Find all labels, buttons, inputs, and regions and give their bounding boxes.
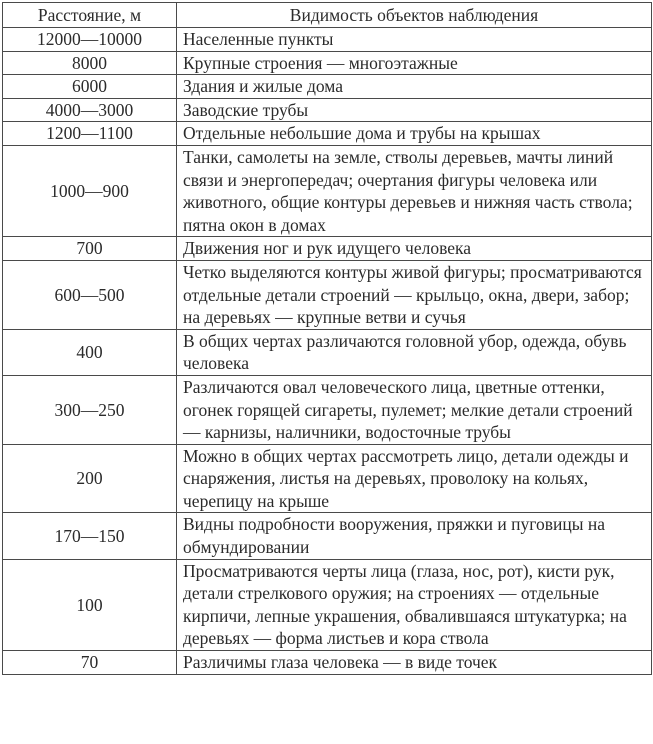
- distance-cell: 100: [3, 559, 177, 650]
- table-row: [3, 28, 652, 52]
- table-row: [3, 75, 652, 99]
- distance-cell: 8000: [3, 51, 177, 75]
- header-distance: Расстояние, м: [3, 3, 177, 28]
- visibility-cell: Можно в общих чертах рассмотреть лицо, детали одежды и снаряжения, листья на деревьях, проволоку на кольях, черепицу на крыше: [177, 444, 652, 513]
- table-row: [3, 375, 652, 444]
- header-visibility: Видимость объектов наблюдения: [177, 3, 652, 28]
- table-row: [3, 98, 652, 122]
- table-row: [3, 51, 652, 75]
- visibility-cell: Четко выделяются контуры живой фигуры; просматриваются отдельные детали строений — крыльцо, окна, двери, забор; на деревьях — крупные ветви и сучья: [177, 260, 652, 329]
- table-row: [3, 559, 652, 650]
- distance-cell: 600—500: [3, 260, 177, 329]
- table-row: [3, 122, 652, 146]
- table-row: [3, 444, 652, 513]
- distance-cell: 300—250: [3, 375, 177, 444]
- distance-cell: 4000—3000: [3, 98, 177, 122]
- visibility-cell: В общих чертах различаются головной убор, одежда, обувь человека: [177, 329, 652, 375]
- visibility-cell: Танки, самолеты на земле, стволы деревьев, мачты линий связи и энергопередач; очертания фигуры человека или животного, общие контуры деревьев и нижняя часть ствола; пятна окон в домах: [177, 145, 652, 236]
- visibility-table: [2, 2, 652, 675]
- distance-cell: 1000—900: [3, 145, 177, 236]
- distance-cell: 70: [3, 651, 177, 675]
- visibility-cell: Здания и жилые дома: [177, 75, 652, 99]
- table-row: [3, 237, 652, 261]
- visibility-cell: Различимы глаза человека — в виде точек: [177, 651, 652, 675]
- distance-cell: 400: [3, 329, 177, 375]
- table-row: [3, 260, 652, 329]
- visibility-cell: Движения ног и рук идущего человека: [177, 237, 652, 261]
- visibility-cell: Видны подробности вооружения, пряжки и пуговицы на обмундировании: [177, 513, 652, 559]
- visibility-cell: Крупные строения — многоэтажные: [177, 51, 652, 75]
- visibility-cell: Просматриваются черты лица (глаза, нос, рот), кисти рук, детали стрелкового оружия; на строениях — отдельные кирпичи, лепные украшения, обвалившаяся штукатурка; на деревьях — форма листьев и кора ствола: [177, 559, 652, 650]
- header-row: [3, 3, 652, 28]
- table-row: [3, 329, 652, 375]
- table-body: [3, 28, 652, 675]
- distance-cell: 6000: [3, 75, 177, 99]
- distance-cell: 200: [3, 444, 177, 513]
- visibility-cell: Различаются овал человеческого лица, цветные оттенки, огонек горящей сигареты, пулемет; мелкие детали строений — карнизы, наличники, водосточные трубы: [177, 375, 652, 444]
- visibility-cell: Населенные пункты: [177, 28, 652, 52]
- table-row: [3, 513, 652, 559]
- distance-cell: 12000—10000: [3, 28, 177, 52]
- distance-cell: 1200—1100: [3, 122, 177, 146]
- distance-cell: 170—150: [3, 513, 177, 559]
- visibility-cell: Отдельные небольшие дома и трубы на крышах: [177, 122, 652, 146]
- table-row: [3, 651, 652, 675]
- table-row: [3, 145, 652, 236]
- distance-cell: 700: [3, 237, 177, 261]
- visibility-cell: Заводские трубы: [177, 98, 652, 122]
